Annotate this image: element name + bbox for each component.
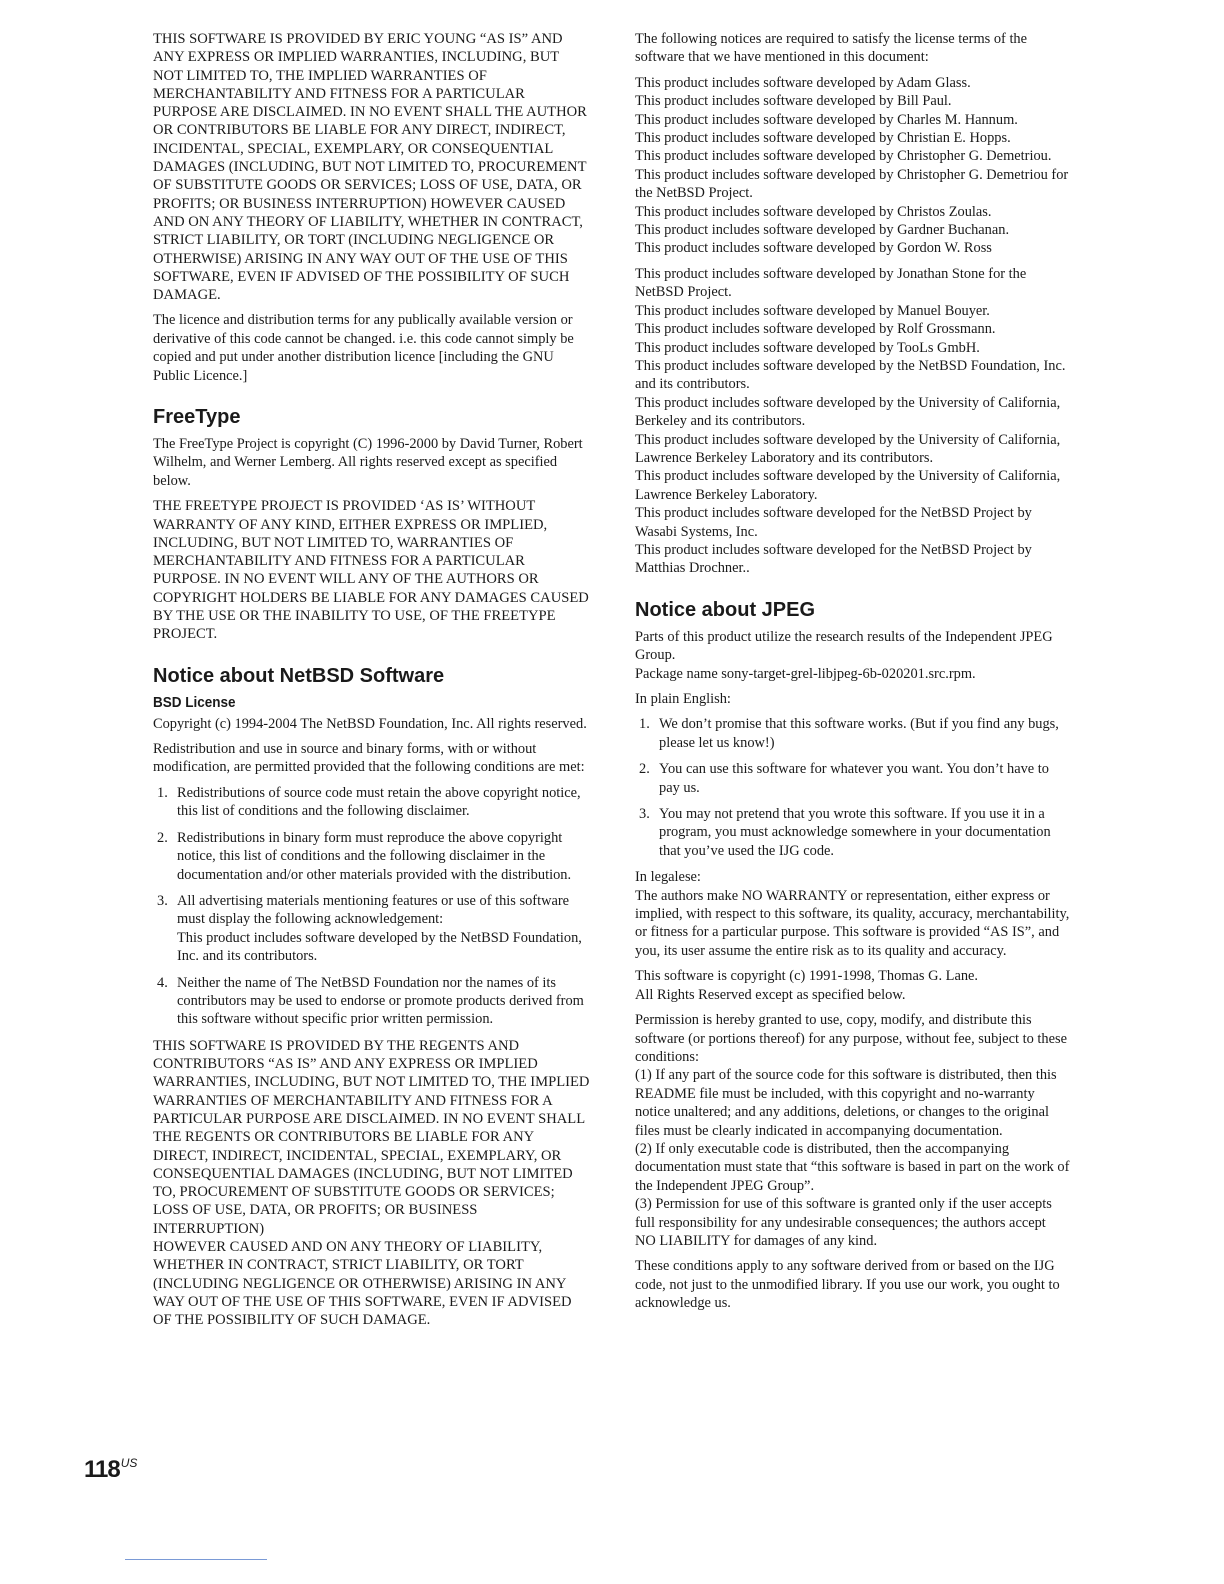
jpeg-closing: These conditions apply to any software derived from or based on the IJG code, not just to the unmodified library. If you use our work, you ought to acknowledge us. [635,1258,1060,1312]
freetype-heading: FreeType [153,406,241,429]
legalese-text: The authors make NO WARRANTY or representation, either express or implied, with respect to this software, its quality, accuracy, merchantability, or fitness for a particular purpose. This software is provided “AS IS”, and you, its user assume the entire risk as to its quality and accuracy. [635,887,1070,959]
freetype-disclaimer: THE FREETYPE PROJECT IS PROVIDED ‘AS IS’ WITHOUT WARRANTY OF ANY KIND, EITHER EXPRESS OR IMPLIED, INCLUDING, BUT NOT LIMITED TO, WARRANTIES OF MERCHANTABILITY AND FITNESS FOR A PARTICULAR PURPOSE. IN NO EVENT WILL ANY OF THE AUTHORS OR COPYRIGHT HOLDERS BE LIABLE FOR ANY DAMAGES CAUSED BY THE USE OR THE INABILITY TO USE, OF THE FREETYPE PROJECT. [153,498,589,643]
licence-terms: The licence and distribution terms for any publically available version or derivative of this code cannot be changed. i.e. this code cannot simply be copied and put under another distribution licence [including the GNU Public Licence.] [153,312,574,384]
list-item: 3. All advertising materials mentioning features or use of this software must display the following acknowledgement: This product includes software developed by the NetBSD Foundation, Inc. and its contributors. [153,892,590,966]
page-number-suffix: US [120,1456,138,1470]
notice-line: This product includes software developed by Christopher G. Demetriou for the NetBSD Project. [635,166,1069,202]
notice-line: This product includes software developed by Jonathan Stone for the NetBSD Project. [635,265,1027,301]
notice-line: This product includes software developed by Charles M. Hannum. [635,111,1018,128]
notice-line: This product includes software developed by the University of California, Berkeley and its contributors. [635,394,1061,430]
acknowledgement-text: This product includes software developed by the NetBSD Foundation, Inc. and its contributors. [177,929,582,965]
plain-english-list [635,715,1070,860]
netbsd-intro: Redistribution and use in source and binary forms, with or without modification, are permitted provided that the following conditions are met: [153,741,585,776]
freetype-copyright: The FreeType Project is copyright (C) 1996-2000 by David Turner, Robert Wilhelm, and Werner Lemberg. All rights reserved except as specified below. [153,436,583,489]
netbsd-disclaimer: THIS SOFTWARE IS PROVIDED BY THE REGENTS AND CONTRIBUTORS “AS IS” AND ANY EXPRESS OR IMPLIED WARRANTIES, INCLUDING, BUT NOT LIMITED TO, THE IMPLIED WARRANTIES OF MERCHANTABILITY AND FITNESS FOR A PARTICULAR PURPOSE ARE DISCLAIMED. IN NO EVENT SHALL THE REGENTS OR CONTRIBUTORS BE LIABLE FOR ANY DIRECT, INDIRECT, INCIDENTAL, SPECIAL, EXEMPLARY, OR CONSEQUENTIAL DAMAGES (INCLUDING, BUT NOT LIMITED TO, PROCUREMENT OF SUBSTITUTE GOODS OR SERVICES; LOSS OF USE, DATA, OR PROFITS; OR BUSINESS INTERRUPTION) HOWEVER CAUSED AND ON ANY THEORY OF LIABILITY, WHETHER IN CONTRACT, STRICT LIABILITY, OR TORT (INCLUDING NEGLIGENCE OR OTHERWISE) ARISING IN ANY WAY OUT OF THE USE OF THIS SOFTWARE, EVEN IF ADVISED OF THE POSSIBILITY OF SUCH DAMAGE. [153,1037,590,1329]
notice-line: This product includes software developed by the University of California, Lawrence Berkeley Laboratory and its contributors. [635,431,1061,466]
notice-line: This product includes software developed by Rolf Grossmann. [635,321,996,338]
notices-group-1 [635,74,1070,258]
jpeg-permission: Permission is hereby granted to use, copy, modify, and distribute this software (or portions thereof) for any purpose, without fee, subject to these conditions: (1) If any part of the source code for this software is distributed, then this README file must be included, with this copyright and no-warranty notice unaltered; and any additions, deletions, or changes to the original files must be clearly indicated in accompanying documentation. (2) If only executable code is distributed, then the accompanying documentation must state that “this software is based in part on the work of the Independent JPEG Group”. (3) Permission for use of this software is granted only if the user accepts full responsibility for any undesirable consequences; the authors accept NO LIABILITY for damages of any kind. [635,1012,1070,1249]
list-item: 1. Redistributions of source code must retain the above copyright notice, this list of conditions and the following disclaimer. [157,784,581,820]
notices-intro: The following notices are required to satisfy the license terms of the software that we have mentioned in this document: [635,31,1028,66]
plain-english-label: In plain English: [635,691,731,707]
list-item: 3. You may not pretend that you wrote this software. If you use it in a program, you must acknowledge somewhere in your documentation that you’ve used the IJG code. [639,806,1051,859]
legalese-label: In legalese: [635,869,701,886]
notice-line: This product includes software developed by Adam Glass. [635,74,971,91]
notice-line: This product includes software developed by Christian E. Hopps. [635,130,1011,147]
list-item: 1. We don’t promise that this software works. (But if you find any bugs, please let us know!) [639,716,1059,751]
netbsd-conditions-list [153,784,590,1029]
netbsd-heading: Notice about NetBSD Software [153,664,445,687]
notice-line: This product includes software developed by the NetBSD Foundation, Inc. and its contributors. [635,357,1066,393]
jpeg-copyright: This software is copyright (c) 1991-1998, Thomas G. Lane. All Rights Reserved except as specified below. [635,968,979,1003]
notice-line: This product includes software developed by Christos Zoulas. [635,203,992,220]
notice-line: This product includes software developed for the NetBSD Project by Matthias Drochner.. [635,541,1032,577]
list-item: 4. Neither the name of The NetBSD Foundation nor the names of its contributors may be used to endorse or promote products derived from this software without specific prior written permission. [157,974,584,1028]
notice-line: This product includes software developed by TooLs GmbH. [635,339,980,356]
netbsd-copyright: Copyright (c) 1994-2004 The NetBSD Foundation, Inc. All rights reserved. [153,715,587,732]
left-column [153,30,590,1330]
notice-line: This product includes software developed by Gardner Buchanan. [635,222,1010,239]
notices-group-2 [635,265,1070,578]
list-item: 2. Redistributions in binary form must reproduce the above copyright notice, this list of conditions and the following disclaimer in the documentation and/or other materials provided with the distribution. [157,829,572,883]
notice-line: This product includes software developed by Bill Paul. [635,93,952,110]
jpeg-intro: Parts of this product utilize the research results of the Independent JPEG Group. Package name sony-target-grel-libjpeg-6b-020201.src.rpm. [635,628,1053,682]
notice-line: This product includes software developed for the NetBSD Project by Wasabi Systems, Inc. [635,505,1032,540]
legalese-block [635,868,1070,960]
notice-line: This product includes software developed by Gordon W. Ross [635,240,992,257]
notice-line: This product includes software developed by Manuel Bouyer. [635,302,990,319]
bsd-license-subheading: BSD License [153,693,236,711]
right-column [635,30,1070,1320]
footer-rule [125,1559,267,1560]
list-item: 2. You can use this software for whatever you want. You don’t have to pay us. [639,761,1049,796]
eric-young-disclaimer: THIS SOFTWARE IS PROVIDED BY ERIC YOUNG “AS IS” AND ANY EXPRESS OR IMPLIED WARRANTIES, INCLUDING, BUT NOT LIMITED TO, THE IMPLIED WARRANTIES OF MERCHANTABILITY AND FITNESS FOR A PARTICULAR PURPOSE ARE DISCLAIMED. IN NO EVENT SHALL THE AUTHOR OR CONTRIBUTORS BE LIABLE FOR ANY DIRECT, INDIRECT, INCIDENTAL, SPECIAL, EXEMPLARY, OR CONSEQUENTIAL DAMAGES (INCLUDING, BUT NOT LIMITED TO, PROCUREMENT OF SUBSTITUTE GOODS OR SERVICES; LOSS OF USE, DATA, OR PROFITS; OR BUSINESS INTERRUPTION) HOWEVER CAUSED AND ON ANY THEORY OF LIABILITY, WHETHER IN CONTRACT, STRICT LIABILITY, OR TORT (INCLUDING NEGLIGENCE OR OTHERWISE) ARISING IN ANY WAY OUT OF THE USE OF THIS SOFTWARE, EVEN IF ADVISED OF THE POSSIBILITY OF SUCH DAMAGE. [153,31,587,304]
notice-line: This product includes software developed by the University of California, Lawrence Berkeley Laboratory. [635,468,1061,503]
notice-line: This product includes software developed by Christopher G. Demetriou. [635,148,1052,165]
jpeg-heading: Notice about JPEG [635,598,816,621]
page-number: $118^{US}$ [84,1456,138,1483]
